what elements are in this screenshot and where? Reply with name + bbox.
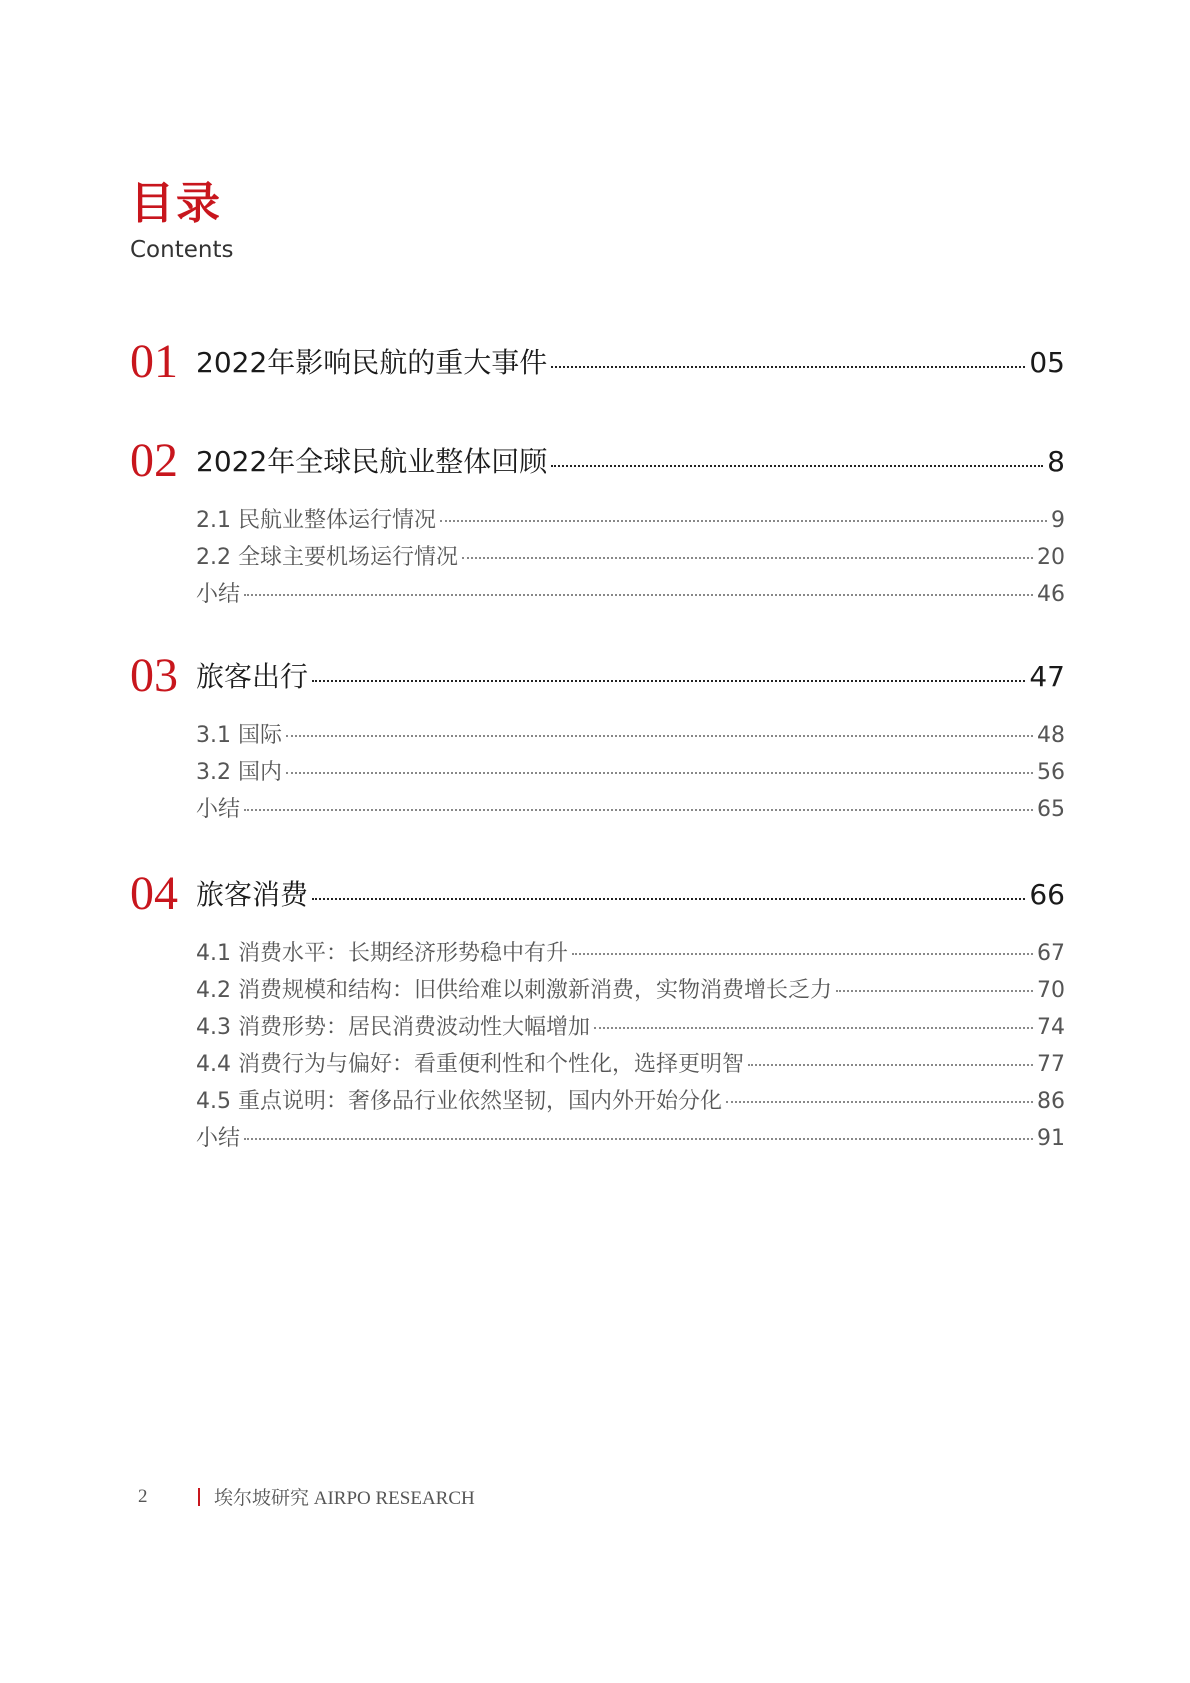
section-number: 02 (130, 434, 178, 487)
dot-leader (244, 594, 1033, 596)
page-title: 目录 (130, 178, 222, 229)
entry-page-number: 20 (1037, 545, 1065, 570)
footer-publisher: 埃尔坡研究 AIRPO RESEARCH (214, 1488, 475, 1509)
section-number: 04 (130, 867, 178, 920)
section-title: 旅客出行 (196, 660, 309, 693)
toc-section-01 (130, 332, 1065, 392)
section-number: 03 (130, 649, 178, 702)
section-title: 2022年影响民航的重大事件 (196, 346, 548, 379)
entry-page-number: 46 (1037, 582, 1065, 607)
toc-section-heading[interactable] (130, 431, 1065, 491)
toc-section-03 (130, 646, 1065, 833)
entry-title: 4.4 消费行为与偏好：看重便利性和个性化，选择更明智 (196, 1052, 744, 1077)
page-subtitle: Contents (130, 237, 234, 263)
entry-page-number: 70 (1037, 978, 1065, 1003)
toc-entry[interactable] (130, 507, 1065, 544)
entry-page-number: 9 (1051, 508, 1065, 533)
entry-page-number: 65 (1037, 797, 1065, 822)
entry-title: 4.1 消费水平：长期经济形势稳中有升 (196, 941, 568, 966)
toc-section-heading[interactable] (130, 332, 1065, 392)
section-page-number: 05 (1029, 346, 1065, 379)
entry-title: 2.1 民航业整体运行情况 (196, 508, 436, 533)
section-page-number: 47 (1029, 660, 1065, 693)
toc-entry[interactable] (130, 977, 1065, 1014)
toc-section-heading[interactable] (130, 646, 1065, 706)
toc-entry[interactable] (130, 1125, 1065, 1162)
dot-leader (551, 366, 1025, 368)
dot-leader (440, 520, 1047, 522)
dot-leader (836, 990, 1033, 992)
dot-leader (462, 557, 1033, 559)
entry-page-number: 77 (1037, 1052, 1065, 1077)
dot-leader (726, 1101, 1033, 1103)
dot-leader (286, 772, 1033, 774)
entry-title: 2.2 全球主要机场运行情况 (196, 545, 458, 570)
dot-leader (312, 898, 1025, 900)
toc-entry[interactable] (130, 581, 1065, 618)
toc-section-02 (130, 431, 1065, 618)
footer-page-number: 2 (138, 1485, 148, 1507)
toc-entry[interactable] (130, 940, 1065, 977)
entry-page-number: 74 (1037, 1015, 1065, 1040)
entry-title: 3.1 国际 (196, 723, 282, 748)
toc-section-04 (130, 864, 1065, 1162)
entry-title: 小结 (196, 1126, 241, 1151)
dot-leader (594, 1027, 1033, 1029)
section-number: 01 (130, 335, 178, 388)
dot-leader (244, 809, 1033, 811)
dot-leader (286, 735, 1033, 737)
toc-entry[interactable] (130, 544, 1065, 581)
entry-title: 4.5 重点说明：奢侈品行业依然坚韧，国内外开始分化 (196, 1089, 722, 1114)
dot-leader (748, 1064, 1033, 1066)
toc-entry[interactable] (130, 1088, 1065, 1125)
entry-page-number: 67 (1037, 941, 1065, 966)
toc-section-heading[interactable] (130, 864, 1065, 924)
section-page-number: 66 (1029, 878, 1065, 911)
toc-entry[interactable] (130, 759, 1065, 796)
dot-leader (551, 465, 1043, 467)
toc-entry[interactable] (130, 722, 1065, 759)
section-page-number: 8 (1047, 445, 1065, 478)
dot-leader (244, 1138, 1033, 1140)
entry-page-number: 56 (1037, 760, 1065, 785)
entry-title: 4.2 消费规模和结构：旧供给难以刺激新消费，实物消费增长乏力 (196, 978, 832, 1003)
toc-entry[interactable] (130, 1051, 1065, 1088)
entry-page-number: 91 (1037, 1126, 1065, 1151)
entry-title: 3.2 国内 (196, 760, 282, 785)
toc-entry[interactable] (130, 1014, 1065, 1051)
toc-entry[interactable] (130, 796, 1065, 833)
entry-title: 小结 (196, 582, 241, 607)
entry-title: 4.3 消费形势：居民消费波动性大幅增加 (196, 1015, 590, 1040)
section-title: 旅客消费 (196, 878, 309, 911)
page-footer (138, 1483, 475, 1510)
section-title: 2022年全球民航业整体回顾 (196, 445, 548, 478)
entry-title: 小结 (196, 797, 241, 822)
dot-leader (312, 680, 1025, 682)
entry-page-number: 86 (1037, 1089, 1065, 1114)
footer-divider (198, 1488, 200, 1506)
dot-leader (572, 953, 1033, 955)
entry-page-number: 48 (1037, 723, 1065, 748)
